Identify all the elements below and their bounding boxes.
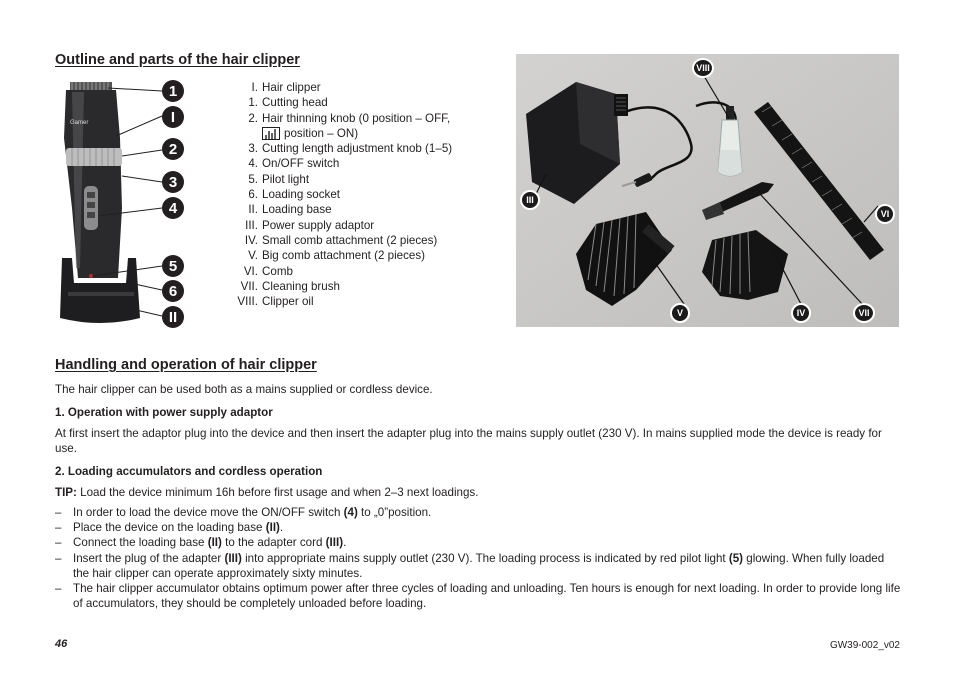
list-item: – Place the device on the loading base (II). (55, 521, 284, 535)
photo-callout-IV: IV (791, 303, 811, 323)
list-item: 5. Pilot light (248, 172, 310, 186)
page-number: 46 (55, 638, 68, 650)
list-item: VII. Cleaning brush (240, 279, 340, 293)
subheading-loading-accumulators: 2. Loading accumulators and cordless operation (55, 465, 323, 478)
callout-2: 2 (162, 138, 184, 160)
list-item: II. Loading base (248, 203, 332, 217)
operation-adaptor-paragraph: At first insert the adaptor plug into the device and then insert the adapter plug into the mains supply outlet (230 V). In mains supplied mode the device is ready for use. (55, 427, 882, 456)
list-item: – Insert the plug of the adapter (III) into appropriate mains supply outlet (230 V). The loading process is indicated by red pilot light (5) glowing. When fully loaded the hair clipper can operate approximately sixty minutes. (55, 551, 885, 580)
section-title-handling: Handling and operation of hair clipper (55, 357, 317, 373)
document-code: GW39-002_v02 (829, 640, 900, 651)
callout-1: 1 (162, 80, 184, 102)
list-item: 3. Cutting length adjustment knob (1–5) (248, 142, 453, 156)
callout-3: 3 (162, 171, 184, 193)
brand-logo: Gamer (70, 120, 89, 126)
list-item: VI. Comb (243, 264, 293, 278)
list-item: 2. Hair thinning knob (0 position – OFF, (248, 111, 451, 125)
callout-I: I (162, 106, 184, 128)
thinning-symbol-icon (262, 127, 280, 140)
instructions-list (55, 505, 901, 611)
list-item: position – ON) (222, 126, 492, 141)
photo-callout-VII: VII (853, 303, 875, 323)
section-title-parts: Outline and parts of the hair clipper (55, 52, 300, 68)
list-item: 6. Loading socket (248, 188, 340, 202)
callout-6: 6 (162, 280, 184, 302)
list-item: – The hair clipper accumulator obtains optimum power after three cycles of loading and unloading. Ten hours is enough for next loading. In order to provide long life of accumulators, they should be completely unloaded before loading. (55, 582, 901, 611)
callout-5: 5 (162, 255, 184, 277)
list-item: V. Big comb attachment (2 pieces) (248, 249, 426, 263)
photo-callout-III: III (520, 190, 540, 210)
photo-callout-VI: VI (875, 204, 895, 224)
list-item: III. Power supply adaptor (245, 218, 375, 232)
tip-paragraph: TIP: Load the device minimum 16h before first usage and when 2–3 next loadings. (55, 486, 479, 499)
list-item: I. Hair clipper (251, 81, 321, 94)
list-item: – In order to load the device move the ON/OFF switch (4) to „0”position. (55, 506, 432, 519)
accessories-photo (516, 54, 899, 327)
list-item: – Connect the loading base (II) to the adapter cord (III). (55, 536, 347, 550)
parts-list (222, 80, 492, 309)
callout-II: II (162, 306, 184, 328)
accessories-illustration (516, 54, 899, 327)
photo-callout-V: V (670, 303, 690, 323)
list-item: IV. Small comb attachment (2 pieces) (244, 233, 438, 247)
cutting-head (70, 82, 112, 90)
photo-callout-VIII: VIII (692, 58, 714, 78)
list-item: 4. On/OFF switch (248, 157, 340, 171)
subheading-operation-adaptor: 1. Operation with power supply adaptor (55, 406, 273, 419)
intro-paragraph: The hair clipper can be used both as a mains supplied or cordless device. (55, 383, 433, 396)
list-item: VIII. Clipper oil (237, 295, 314, 309)
callout-4: 4 (162, 197, 184, 219)
list-item: 1. Cutting head (248, 96, 328, 110)
